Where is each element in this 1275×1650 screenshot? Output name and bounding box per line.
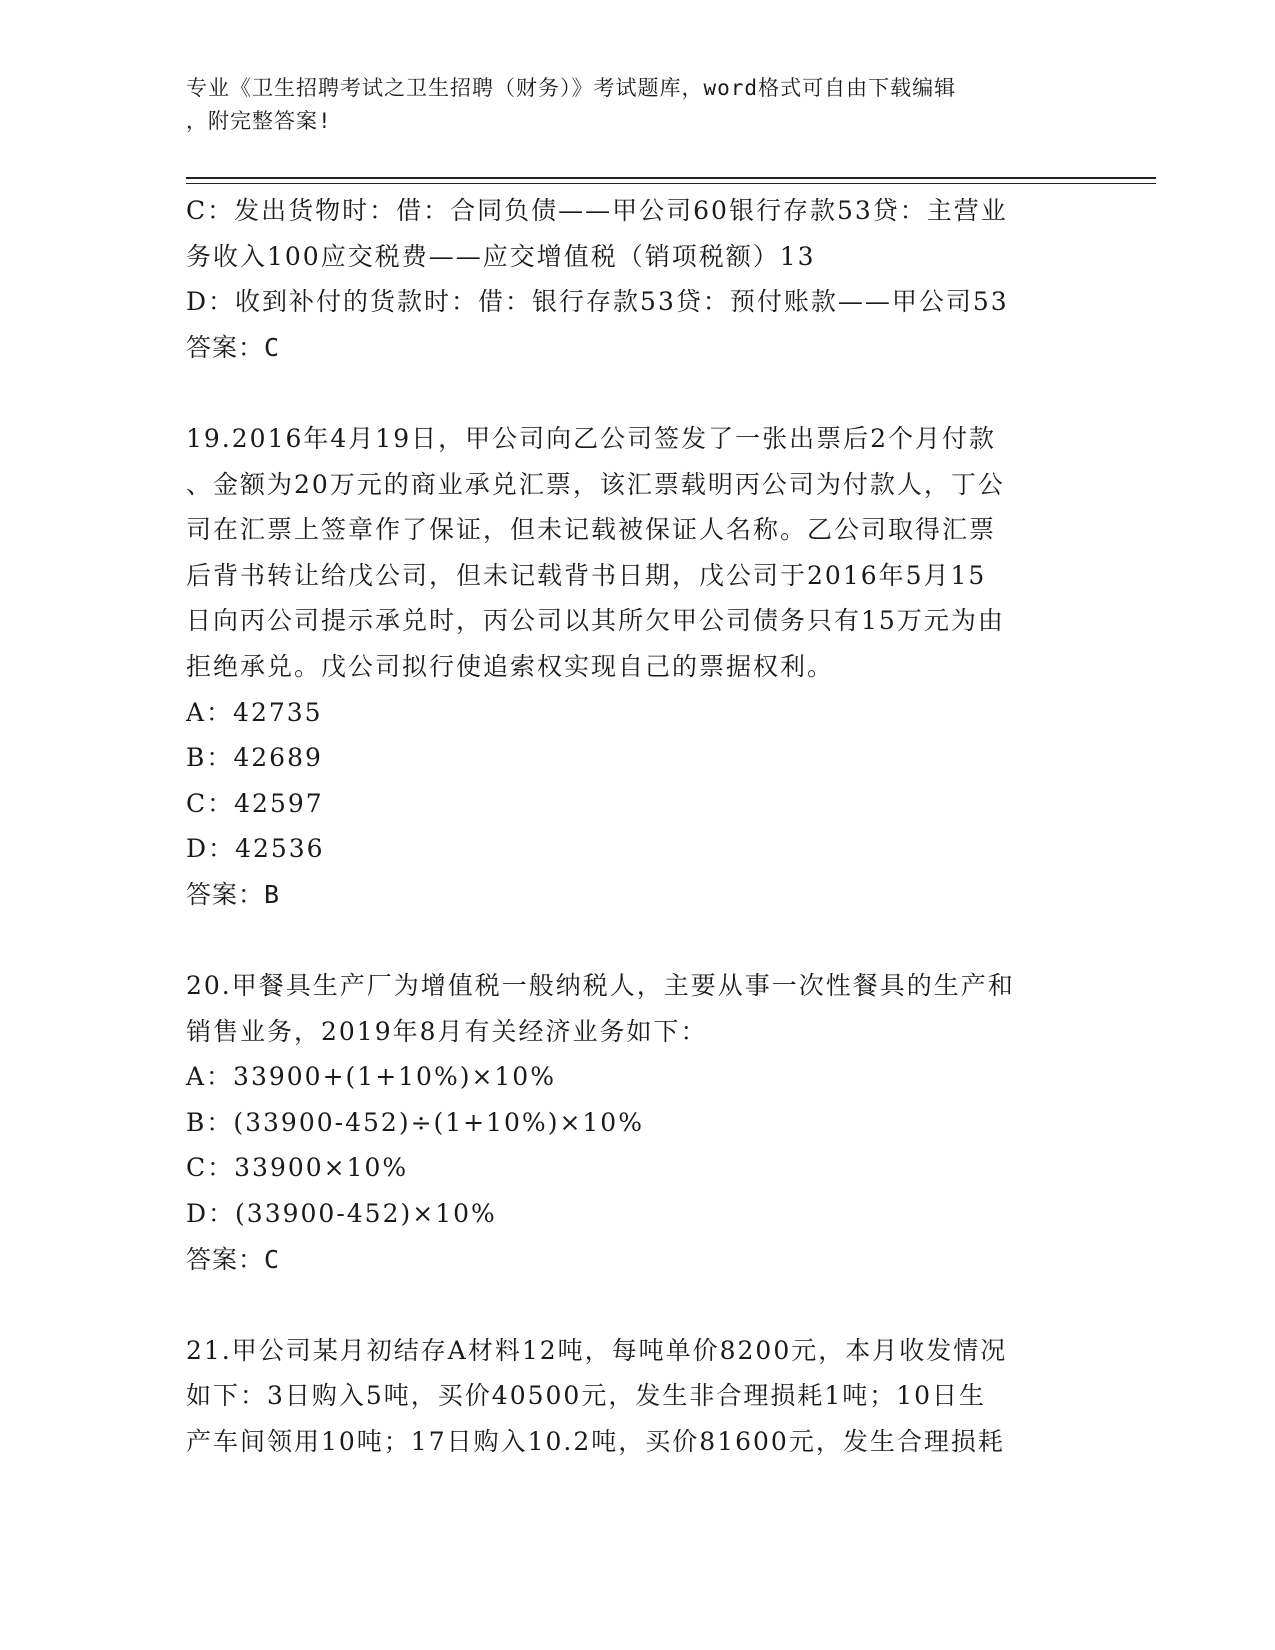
option-a: A：33900+(1+10%)×10% [186,1062,556,1092]
option-d: D：收到补付的货款时：借：银行存款53贷：预付账款——甲公司53 [186,287,1009,317]
header-rule-thin [186,183,1156,184]
answer-value: B [264,879,281,909]
answer-label: 答案： [186,1244,265,1274]
option-c: C：42597 [186,788,324,818]
answer-value: C [264,1244,281,1274]
option-d: D：42536 [186,834,325,864]
header-line-2: ，附完整答案! [186,109,332,133]
question-text-line: 销售业务，2019年8月有关经济业务如下： [186,1016,708,1046]
question-text-line: 19.2016年4月19日，甲公司向乙公司签发了一张出票后2个月付款 [186,423,997,453]
question-text-line: 日向丙公司提示承兑时，丙公司以其所欠甲公司债务只有15万元为由 [186,606,1005,636]
question-text-line: 后背书转让给戊公司，但未记载背书日期，戊公司于2016年5月15 [186,560,987,590]
question-text-line: 21.甲公司某月初结存A材料12吨，每吨单价8200元，本月收发情况 [186,1335,1008,1365]
answer-label: 答案： [186,879,265,909]
question-text-line: 产车间领用10吨；17日购入10.2吨，买价81600元，发生合理损耗 [186,1427,1005,1457]
option-d: D：(33900-452)×10% [186,1199,497,1229]
answer-line [186,325,1081,371]
option-c: C：33900×10% [186,1153,409,1183]
question-text-line: 20.甲餐具生产厂为增值税一般纳税人，主要从事一次性餐具的生产和 [186,971,1015,1001]
question-text-line: 如下：3日购入5吨，买价40500元，发生非合理损耗1吨；10日生 [186,1381,987,1411]
answer-label: 答案： [186,332,265,362]
option-c-line-2: 务收入100应交税费——应交增值税（销项税额）13 [186,241,816,271]
question-21 [186,1328,1081,1465]
prev-question-tail [186,188,1081,370]
header-rule-thick [186,177,1156,179]
document-body [186,188,1081,1465]
question-text-line: 拒绝承兑。戊公司拟行使追索权实现自己的票据权利。 [186,651,835,681]
question-19 [186,416,1081,918]
document-header [186,72,1066,138]
answer-line [186,872,1081,918]
question-text-line: 司在汇票上签章作了保证，但未记载被保证人名称。乙公司取得汇票 [186,515,997,545]
option-b: B：42689 [186,743,323,773]
question-text-line: 、金额为20万元的商业承兑汇票，该汇票载明丙公司为付款人，丁公 [186,469,1005,499]
option-a: A：42735 [186,697,323,727]
option-b: B：(33900-452)÷(1+10%)×10% [186,1107,644,1137]
answer-line [186,1237,1081,1283]
header-line-1: 专业《卫生招聘考试之卫生招聘（财务）》考试题库，word格式可自由下载编辑 [186,76,957,100]
option-c-line-1: C：发出货物时：借：合同负债——甲公司60银行存款53贷：主营业 [186,196,1008,225]
question-20 [186,963,1081,1282]
answer-value: C [264,332,281,362]
